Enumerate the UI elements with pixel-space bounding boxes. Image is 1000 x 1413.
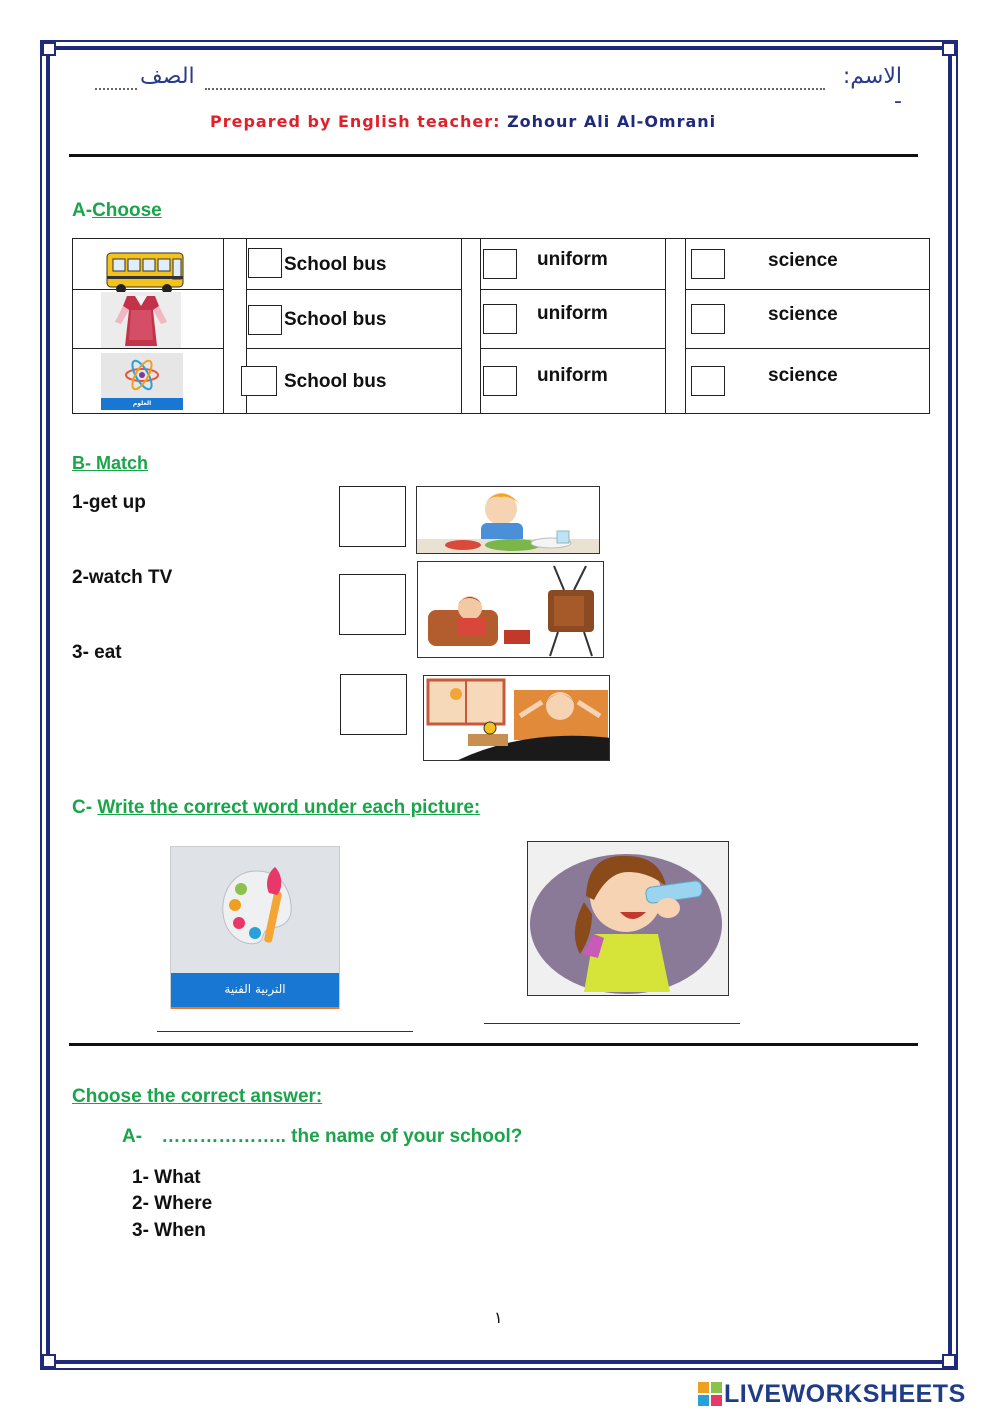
checkbox[interactable] xyxy=(248,305,282,335)
section-c-prefix: C- xyxy=(72,797,93,818)
option-uniform: uniform xyxy=(537,303,608,324)
header-rule xyxy=(69,154,918,157)
picture-cell xyxy=(73,349,224,414)
girl-drinking-icon xyxy=(528,842,729,996)
match-answer-box[interactable] xyxy=(339,486,406,547)
picture-cell xyxy=(73,239,224,290)
name-label: الاسم: - xyxy=(842,64,902,114)
match-answer-box[interactable] xyxy=(339,574,406,635)
picture-cell xyxy=(73,290,224,349)
section-a-prefix: A- xyxy=(72,200,93,221)
option-science: science xyxy=(768,250,838,271)
option-cell[interactable] xyxy=(686,349,930,414)
checkbox[interactable] xyxy=(691,366,725,396)
corner-ornament xyxy=(42,42,56,56)
brand-name: LIVEWORKSHEETS xyxy=(724,1380,966,1408)
teacher-name: Zohour Ali Al-Omrani xyxy=(507,112,717,131)
match-item-3: 3- eat xyxy=(72,642,122,663)
option-cell[interactable] xyxy=(247,349,462,414)
science-book-caption: العلوم xyxy=(101,398,183,410)
art-caption: التربية الفنية xyxy=(171,973,339,1009)
checkbox[interactable] xyxy=(483,366,517,396)
corner-ornament xyxy=(942,1354,956,1368)
checkbox[interactable] xyxy=(691,249,725,279)
palette-icon xyxy=(217,865,297,955)
prepared-by-line xyxy=(210,112,830,131)
boy-eating-picture xyxy=(416,486,600,554)
option-uniform: uniform xyxy=(537,365,608,386)
liveworksheets-icon xyxy=(698,1382,722,1406)
boy-eating-icon xyxy=(417,487,600,554)
question-text: ……………….. the name of your school? xyxy=(161,1126,523,1147)
checkbox[interactable] xyxy=(691,304,725,334)
prepared-prefix: Prepared by English teacher: xyxy=(210,112,501,131)
checkbox[interactable] xyxy=(483,249,517,279)
match-item-2: 2-watch TV xyxy=(72,567,173,588)
checkbox[interactable] xyxy=(248,248,282,278)
section-d-title: Choose the correct answer: xyxy=(72,1086,323,1107)
girl-drinking-picture xyxy=(527,841,729,996)
option-uniform: uniform xyxy=(537,249,608,270)
option-science: science xyxy=(768,304,838,325)
class-dotted-line xyxy=(95,88,137,90)
option-school-bus: School bus xyxy=(284,371,387,392)
option-cell[interactable] xyxy=(686,290,930,349)
match-item-1: 1-get up xyxy=(72,492,146,513)
getting-up-picture xyxy=(423,675,610,761)
table-row xyxy=(73,239,930,290)
table-row xyxy=(73,349,930,414)
option-cell[interactable] xyxy=(481,290,666,349)
section-c-title-text: Write the correct word under each picture: xyxy=(97,797,481,818)
option-school-bus: School bus xyxy=(284,309,387,330)
option-cell[interactable] xyxy=(247,239,462,290)
art-palette-picture xyxy=(170,846,340,1009)
tv-icon xyxy=(418,562,604,658)
class-label: الصف xyxy=(140,64,195,89)
answer-option-what[interactable]: 1- What xyxy=(132,1167,201,1188)
section-a-title xyxy=(72,200,162,222)
bed-icon xyxy=(424,676,610,761)
option-cell[interactable] xyxy=(247,290,462,349)
science-book-icon xyxy=(101,353,183,410)
answer-option-where[interactable]: 2- Where xyxy=(132,1193,213,1214)
checkbox[interactable] xyxy=(483,304,517,334)
answer-option-when[interactable]: 3- When xyxy=(132,1220,206,1241)
choose-table xyxy=(72,238,930,414)
name-dotted-line xyxy=(205,88,825,90)
atom-icon xyxy=(123,357,161,393)
corner-ornament xyxy=(942,42,956,56)
option-science: science xyxy=(768,365,838,386)
option-cell[interactable] xyxy=(686,239,930,290)
spacer-cell xyxy=(666,239,686,414)
answer-line[interactable] xyxy=(484,1023,740,1024)
liveworksheets-logo xyxy=(698,1380,998,1408)
section-divider xyxy=(69,1043,918,1046)
spacer-cell xyxy=(462,239,481,414)
section-c-title xyxy=(72,797,480,819)
watching-tv-picture xyxy=(417,561,604,658)
section-b-title: B- Match xyxy=(72,453,148,473)
school-uniform-icon xyxy=(101,292,181,348)
option-cell[interactable] xyxy=(481,239,666,290)
corner-ornament xyxy=(42,1354,56,1368)
page-number: ١ xyxy=(494,1308,503,1327)
checkbox[interactable] xyxy=(241,366,277,396)
answer-line[interactable] xyxy=(157,1031,413,1032)
table-row xyxy=(73,290,930,349)
question-label: A- xyxy=(122,1126,143,1147)
option-school-bus: School bus xyxy=(284,254,387,275)
question-line xyxy=(122,1126,522,1148)
match-answer-box[interactable] xyxy=(340,674,407,735)
option-cell[interactable] xyxy=(481,349,666,414)
school-bus-icon xyxy=(105,249,185,295)
section-a-title-text: Choose xyxy=(92,200,162,221)
